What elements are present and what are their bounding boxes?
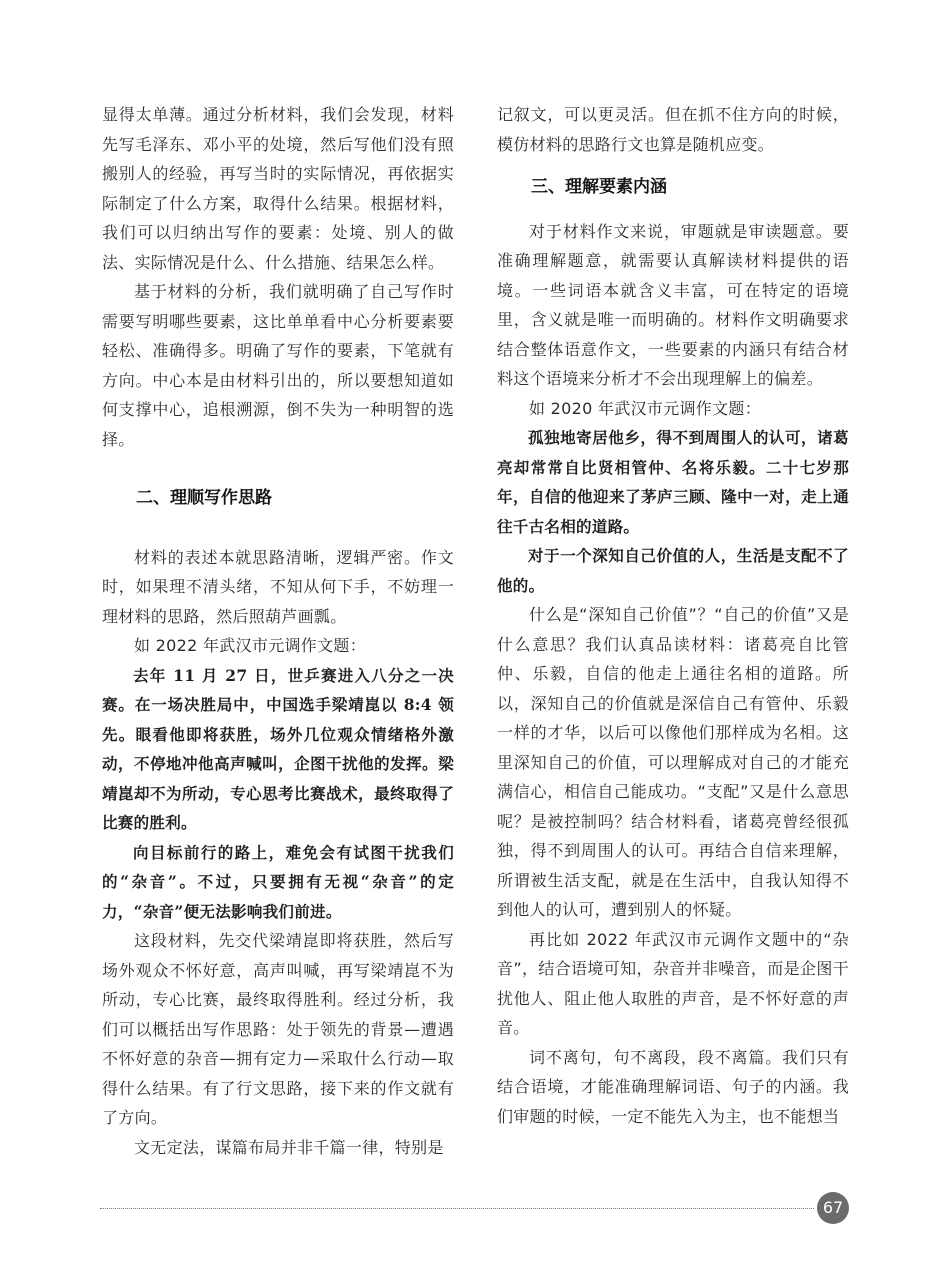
paragraph: 对于材料作文来说，审题就是审读题意。要准确理解题意，就需要认真解读材料提供的语境。一些词语本就含义丰富，可在特定的语境里，含义就是唯一而明确的。材料作文明确要求结合整体语意作文，一些要素的内涵只有结合材料这个语境来分析才不会出现理解上的偏差。 [497, 221, 849, 388]
left-column [102, 100, 454, 1162]
quoted-material: 孤独地寄居他乡，得不到周围人的认可，诸葛亮却常常自比贤相管仲、名将乐毅。二十七岁那年，自信的他迎来了茅庐三顾、隆中一对，走上通往千古名相的道路。 [497, 428, 849, 536]
quoted-material: 去年 11 月 27 日，世乒赛进入八分之一决赛。在一场决胜局中，中国选手梁靖崑以 8:4 领先。眼看他即将获胜，场外几位观众情绪格外激动，不停地冲他高声喊叫，企图干扰他的发挥。梁靖崑却不为所动，专心思考比赛战术，最终取得了比赛的胜利。 [102, 665, 454, 832]
paragraph: 什么是“深知自己价值”？“自己的价值”又是什么意思？我们认真品读材料：诸葛亮自比管仲、乐毅，自信的他走上通往名相的道路。所以，深知自己的价值就是深信自己有管仲、乐毅一样的才华，以后可以像他们那样成为名相。这里深知自己的价值，可以理解成对自己的才能充满信心，相信自己能成功。“支配”又是什么意思呢？是被控制吗？结合材料看，诸葛亮曾经很孤独，得不到周围人的认可。再结合自信来理解，所谓被生活支配，就是在生活中，自我认知得不到他人的认可，遭到别人的怀疑。 [497, 605, 849, 919]
footer-divider [100, 1208, 814, 1209]
paragraph: 文无定法，谋篇布局并非千篇一律，特别是 [134, 1137, 444, 1157]
quoted-material: 向目标前行的路上，难免会有试图干扰我们的“杂音”。不过，只要拥有无视“杂音”的定力，“杂音”便无法影响我们前进。 [102, 842, 454, 921]
section-heading: 三、理解要素内涵 [531, 177, 667, 197]
page-number: 67 [817, 1192, 849, 1224]
paragraph: 如 2022 年武汉市元调作文题： [134, 636, 366, 655]
paragraph: 再比如 2022 年武汉市元调作文题中的“杂音”，结合语境可知，杂音并非噪音，而是企图干扰他人、阻止他人取胜的声音，是不怀好意的声音。 [497, 929, 849, 1037]
paragraph: 这段材料，先交代梁靖崑即将获胜，然后写场外观众不怀好意，高声叫喊，再写梁靖崑不为所动，专心比赛，最终取得胜利。经过分析，我们可以概括出写作思路：处于领先的背景—遭遇不怀好意的杂音—拥有定力—采取什么行动—取得什么结果。有了行文思路，接下来的作文就有了方向。 [102, 931, 454, 1127]
paragraph: 显得太单薄。通过分析材料，我们会发现，材料先写毛泽东、邓小平的处境，然后写他们没有照搬别人的经验，再写当时的实际情况，再依据实际制定了什么方案，取得什么结果。根据材料，我们可以归纳出写作的要素：处境、别人的做法、实际情况是什么、什么措施、结果怎么样。 [102, 105, 454, 272]
paragraph: 词不离句，句不离段，段不离篇。我们只有结合语境，才能准确理解词语、句子的内涵。我们审题的时候，一定不能先入为主，也不能想当 [497, 1047, 849, 1126]
paragraph: 如 2020 年武汉市元调作文题： [529, 398, 761, 418]
paragraph: 材料的表述本就思路清晰，逻辑严密。作文时，如果理不清头绪，不知从何下手，不妨理一理材料的思路，然后照葫芦画瓢。 [102, 547, 454, 626]
quoted-material: 对于一个深知自己价值的人，生活是支配不了他的。 [497, 546, 849, 595]
section-heading: 二、理顺写作思路 [136, 487, 272, 508]
paragraph: 记叙文，可以更灵活。但在抓不住方向的时候，模仿材料的思路行文也算是随机应变。 [497, 105, 849, 154]
paragraph: 基于材料的分析，我们就明确了自己写作时需要写明哪些要素，这比单单看中心分析要素要轻松、准确得多。明确了写作的要素，下笔就有方向。中心本是由材料引出的，所以要想知道如何支撑中心，追根溯源，倒不失为一种明智的选择。 [102, 282, 454, 449]
right-column [497, 100, 849, 1131]
